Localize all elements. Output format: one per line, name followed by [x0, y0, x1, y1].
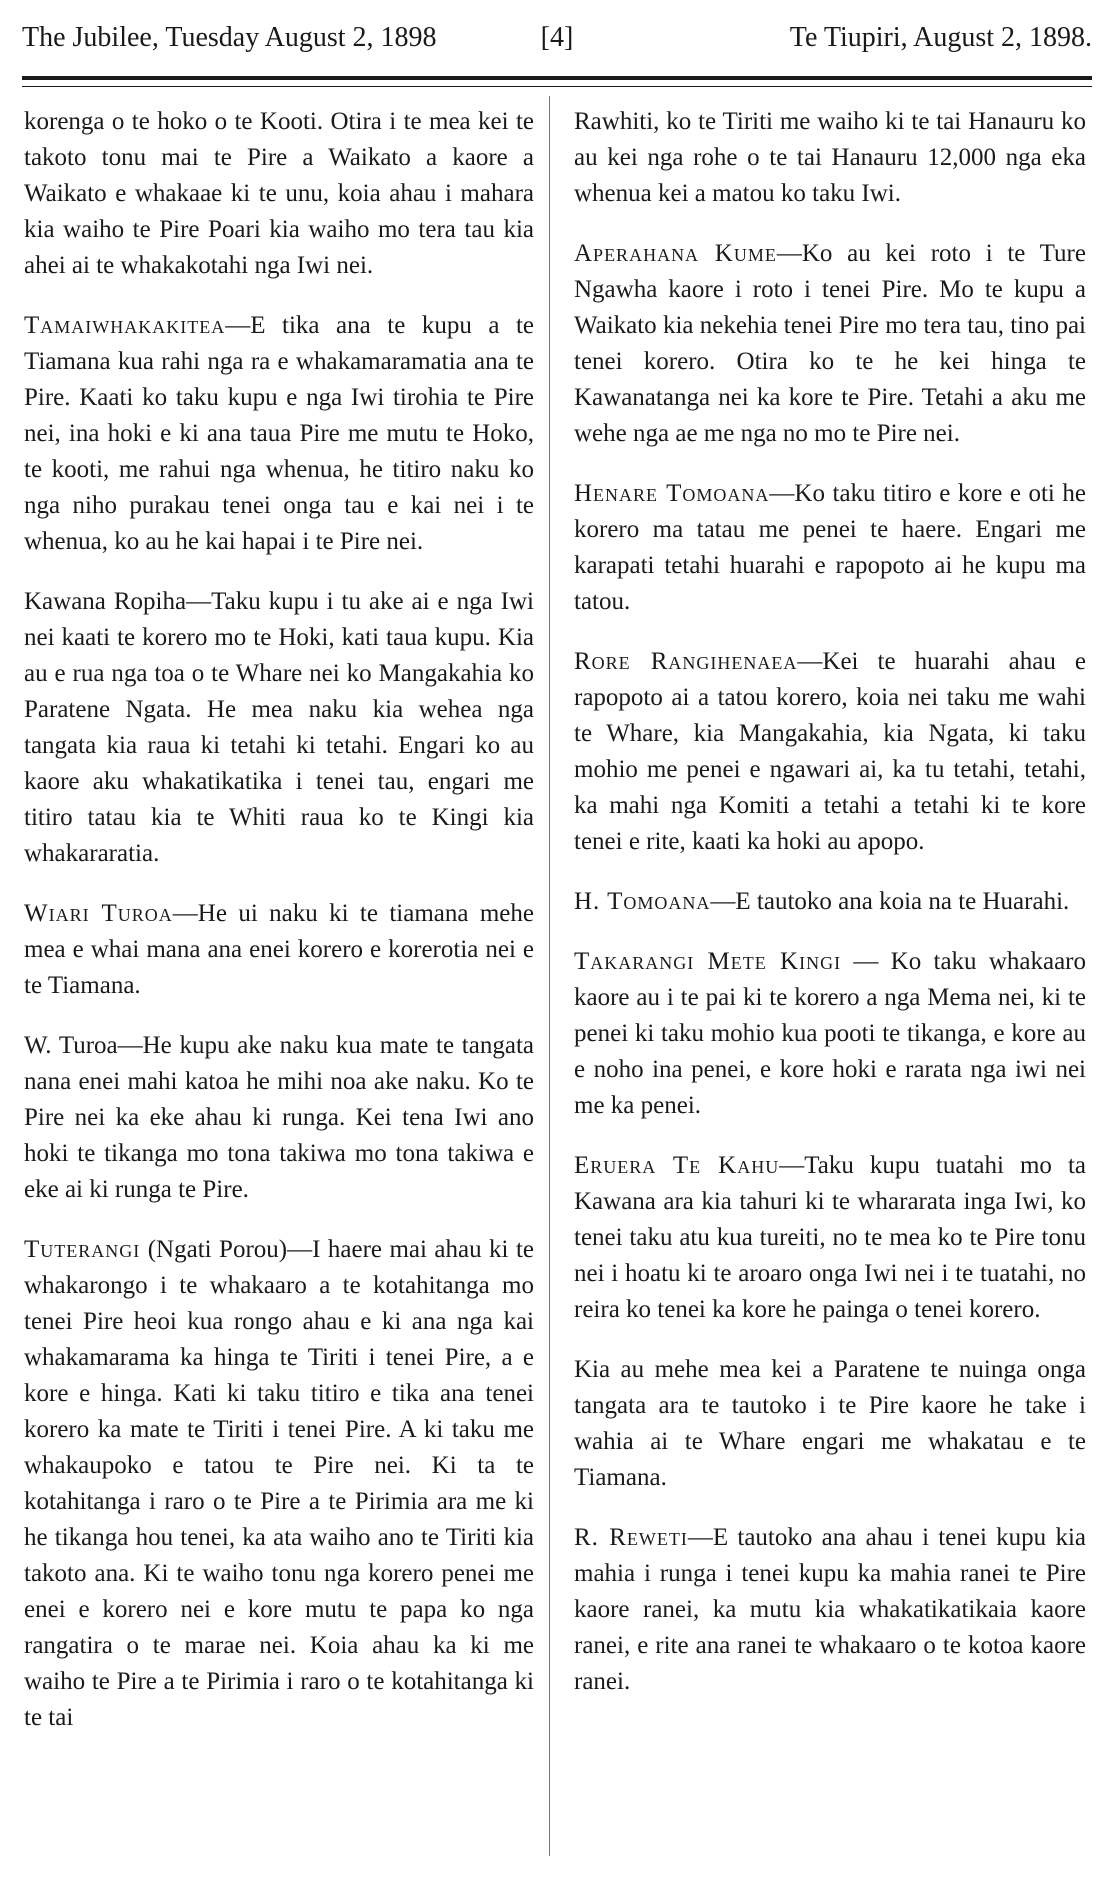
paragraph	[574, 944, 1086, 1124]
speaker-name: Takarangi Mete Kingi	[574, 948, 842, 975]
right-column	[574, 104, 1086, 1724]
paragraph-text: —Taku kupu tuatahi mo ta Kawana ara kia tahuri ki te whararata inga Iwi, ko tenei taku atu kua tureiti, no te mea ko te Pire tonu nei i hoatu ki te aroaro onga Iwi nei i te tuatahi, no reira ko tenei ka kore he painga o tenei korero.	[574, 1152, 1086, 1323]
left-column	[24, 104, 534, 1760]
speaker-name: Tuterangi	[24, 1236, 141, 1263]
paragraph	[24, 1232, 534, 1736]
paragraph-text: —E tautoko ana ahau i tenei kupu kia mahia i runga i tenei kupu ka mahia ranei te Pire kaore ranei, ka mutu kia whakatikatikaia kaore ranei, e rite ana ranei te whakaaro o te kotoa kaore ranei.	[574, 1524, 1086, 1695]
paragraph-text: —Ko taku titiro e kore e oti he korero ma tatau me penei te haere. Engari me karapati tetahi huarahi e rapopoto ai he kupu ma tatou.	[574, 480, 1087, 615]
paragraph	[24, 104, 534, 284]
page-number: [4]	[540, 22, 574, 53]
paragraph-text: —Ko au kei roto i te Ture Ngawha kaore i roto i tenei Pire. Mo te kupu a Waikato kia nekehia tenei Pire mo tera tau, tino pai tenei korero. Otira ko te he kei hinga te Kawanatanga nei ka kore te Pire. Tetahi a aku me wehe nga ae me nga no mo te Pire nei.	[574, 240, 1086, 447]
header-right: Te Tiupiri, August 2, 1898.	[789, 22, 1092, 53]
paragraph-text: W. Turoa—He kupu ake naku kua mate te tangata nana enei mahi katoa he mihi noa ake naku. Ko te Pire nei ka eke ahau ki runga. Kei tena Iwi ano hoki te tikanga mo tona takiwa mo tona takiwa e eke ai ki runga te Pire.	[24, 1032, 534, 1203]
paragraph	[574, 884, 1086, 920]
speaker-name: Aperahana Kume	[574, 240, 777, 267]
paragraph	[24, 1028, 534, 1208]
paragraph-text: Rawhiti, ko te Tiriti me waiho ki te tai Hanauru ko au kei nga rohe o te tai Hanauru 12,000 nga eka whenua kei a matou ko taku Iwi.	[574, 108, 1086, 207]
paragraph	[574, 1148, 1086, 1328]
paragraph	[574, 1352, 1086, 1496]
paragraph	[574, 476, 1086, 620]
paragraph	[574, 644, 1086, 860]
speaker-name: H. Tomoana	[574, 888, 711, 915]
paragraph-text: —E tika ana te kupu a te Tiamana kua rahi nga ra e whakamaramatia ana te Pire. Kaati ko taku kupu e nga Iwi tirohia te Pire nei, ina hoki e ki ana taua Pire me mutu te Hoko, te kooti, me rahui nga whenua, he titiro naku ko nga niho purakau tenei onga tau e kai nei i te whenua, ko au he kai hapai i te Pire nei.	[24, 312, 534, 555]
speaker-name: R. Reweti	[574, 1524, 688, 1551]
paragraph-text: korenga o te hoko o te Kooti. Otira i te mea kei te takoto tonu mai te Pire a Waikato a kaore a Waikato e whakaae ki te unu, koia ahau i mahara kia waiho te Pire Poari kia waiho mo tera tau kia ahei ai te whakakotahi nga Iwi nei.	[24, 108, 534, 279]
speaker-name: Wiari Turoa	[24, 900, 173, 927]
paragraph-text: —Kei te huarahi ahau e rapopoto ai a tatou korero, koia nei taku me wahi te Whare, kia Mangakahia, kia Ngata, ki taku mohio me penei e ngawari ai, ka tu tetahi, tetahi, ka mahi nga Komiti a tetahi a tetahi ki te kore tenei e rite, kaati ka hoki au apopo.	[574, 648, 1087, 855]
paragraph	[574, 104, 1086, 212]
paragraph-text: —He ui naku ki te tiamana mehe mea e whai mana ana enei korero e korerotia nei e te Tiamana.	[24, 900, 534, 999]
paragraph	[574, 1520, 1086, 1700]
speaker-name: Eruera Te Kahu	[574, 1152, 780, 1179]
column-divider	[549, 96, 550, 1856]
header-rule	[22, 76, 1092, 87]
page-header	[22, 22, 1092, 62]
paragraph-text: Kawana Ropiha—Taku kupu i tu ake ai e nga Iwi nei kaati te korero mo te Hoki, kati taua kupu. Kia au e rua nga toa o te Whare nei ko Mangakahia ko Paratene Ngata. He mea naku kia wehea nga tangata kia raua ki tetahi ki tetahi. Engari ko au kaore aku whakatikatika i tenei tau, engari me titiro tatau kia te Whiti raua ko te Kingi kia whakararatia.	[24, 588, 534, 867]
speaker-name: Rore Rangihenaea	[574, 648, 798, 675]
paragraph-text: (Ngati Porou)—I haere mai ahau ki te whakarongo i te whakaaro a te kotahitanga mo tenei Pire heoi kua rongo ahau e ki ana nga kai whakamarama ka hinga te Tiriti i tenei Pire, a e kore e hinga. Kati ki taku titiro e tika ana tenei korero ka mate te Tiriti i tenei Pire. A ki taku me whakaupoko e tatou te Pire nei. Ki ta te kotahitanga i raro o te Pire a te Pirimia ara me ki he tikanga hou tenei, ka ata waiho ano te Tiriti kia takoto ana. Ki te waiho tonu nga korero penei me enei e korero nei e kore mutu te papa ko nga rangatira o te marae nei. Koia ahau ka ki me waiho te Pire a te Pirimia i raro o te kotahitanga ki te tai	[24, 1236, 534, 1731]
paragraph-text: —E tautoko ana koia na te Huarahi.	[710, 888, 1070, 915]
paragraph	[24, 584, 534, 872]
paragraph-text: Kia au mehe mea kei a Paratene te nuinga onga tangata ara te tautoko i te Pire kaore he take i wahia ai te Whare engari me whakatau e te Tiamana.	[574, 1356, 1086, 1491]
speaker-name: Tamaiwhakakitea	[24, 312, 226, 339]
paragraph	[574, 236, 1086, 452]
paragraph-text: — Ko taku whakaaro kaore au i te pai ki te korero a nga Mema nei, ki te penei ki taku mohio kua pooti te tikanga, e kore au e noho ina penei, e kore hoki e rarata nga iwi nei me ka penei.	[574, 948, 1086, 1119]
paragraph	[24, 308, 534, 560]
header-left: The Jubilee, Tuesday August 2, 1898	[22, 22, 437, 53]
paragraph	[24, 896, 534, 1004]
speaker-name: Henare Tomoana	[574, 480, 770, 507]
